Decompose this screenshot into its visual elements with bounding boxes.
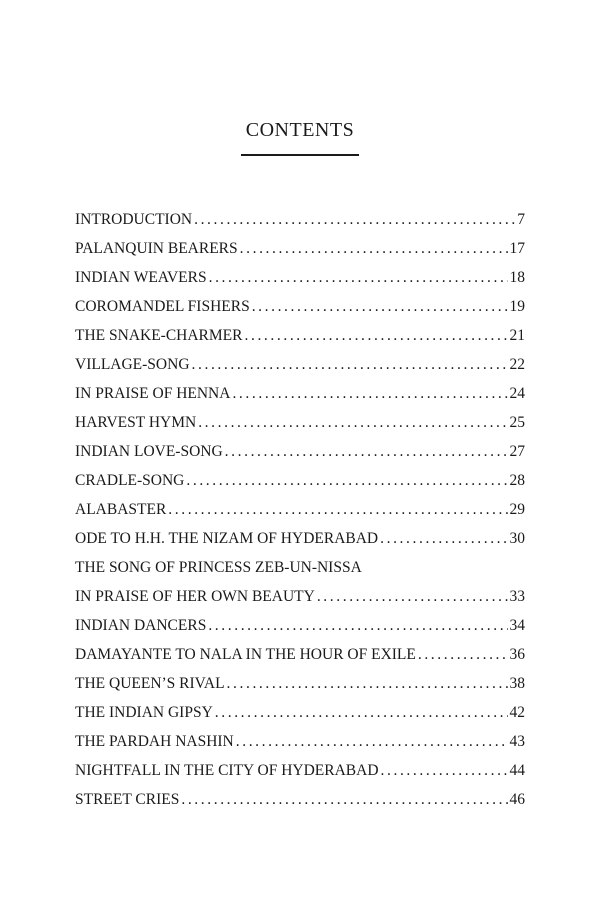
toc-entry-title: THE INDIAN GIPSY <box>75 703 213 721</box>
toc-entry <box>75 408 525 437</box>
toc-entry-page-number: 7 <box>517 210 525 228</box>
toc-entry-title: HARVEST HYMN <box>75 413 197 431</box>
dot-leader <box>215 704 508 722</box>
toc-entry <box>75 727 525 756</box>
dot-leader <box>245 327 508 345</box>
toc-entry <box>75 524 525 553</box>
toc-entry-page-number: 36 <box>509 645 525 663</box>
toc-entry-title: COROMANDEL FISHERS <box>75 297 250 315</box>
toc-entry-title: THE PARDAH NASHIN <box>75 732 234 750</box>
toc-entry <box>75 756 525 785</box>
toc-entry <box>75 234 525 263</box>
toc-entry-title: ODE TO H.H. THE NIZAM OF HYDERABAD <box>75 529 379 547</box>
toc-entry-page-number: 29 <box>509 500 525 518</box>
toc-entry-page-number: 28 <box>509 471 525 489</box>
toc-entry-title: PALANQUIN BEARERS <box>75 239 238 257</box>
toc-entry-page-number: 44 <box>509 761 525 779</box>
toc-entry-title: STREET CRIES <box>75 790 180 808</box>
toc-entry <box>75 611 525 640</box>
toc-entry-page-number: 18 <box>509 268 525 286</box>
toc-entry-page-number: 46 <box>509 790 525 808</box>
dot-leader <box>198 414 507 432</box>
toc-entry <box>75 495 525 524</box>
toc-entry <box>75 553 525 582</box>
dot-leader <box>208 617 507 635</box>
toc-entry <box>75 350 525 379</box>
dot-leader <box>240 240 508 258</box>
toc-entry-title: VILLAGE-SONG <box>75 355 190 373</box>
toc-entry <box>75 785 525 814</box>
toc-entry <box>75 321 525 350</box>
dot-leader <box>194 211 515 229</box>
toc-entry-title: THE QUEEN’S RIVAL <box>75 674 225 692</box>
toc-entry-title: IN PRAISE OF HER OWN BEAUTY <box>75 587 315 605</box>
dot-leader <box>225 443 508 461</box>
table-of-contents <box>75 205 525 814</box>
toc-entry-page-number: 34 <box>509 616 525 634</box>
title-underline <box>241 154 359 156</box>
toc-entry-title: THE SONG OF PRINCESS ZEB-UN-NISSA <box>75 558 362 576</box>
toc-entry-page-number: 17 <box>509 239 525 257</box>
toc-entry <box>75 582 525 611</box>
dot-leader <box>181 791 507 809</box>
toc-entry <box>75 640 525 669</box>
toc-entry <box>75 669 525 698</box>
toc-entry-page-number: 43 <box>509 732 525 750</box>
dot-leader <box>380 530 507 548</box>
toc-entry-title: INDIAN LOVE-SONG <box>75 442 223 460</box>
toc-entry <box>75 379 525 408</box>
dot-leader <box>232 385 507 403</box>
dot-leader <box>418 646 508 664</box>
toc-entry-title: INDIAN WEAVERS <box>75 268 207 286</box>
dot-leader <box>317 588 508 606</box>
toc-entry-page-number: 38 <box>509 674 525 692</box>
dot-leader <box>236 733 508 751</box>
dot-leader <box>227 675 508 693</box>
toc-entry-title: NIGHTFALL IN THE CITY OF HYDERABAD <box>75 761 379 779</box>
page-title: CONTENTS <box>245 119 355 141</box>
toc-entry <box>75 292 525 321</box>
toc-entry-page-number: 21 <box>509 326 525 344</box>
toc-entry <box>75 466 525 495</box>
toc-entry-title: INTRODUCTION <box>75 210 193 228</box>
toc-entry <box>75 698 525 727</box>
toc-entry-title: DAMAYANTE TO NALA IN THE HOUR OF EXILE <box>75 645 416 663</box>
toc-entry <box>75 205 525 234</box>
toc-entry-page-number: 27 <box>509 442 525 460</box>
toc-entry <box>75 263 525 292</box>
dot-leader <box>186 472 507 490</box>
toc-entry-title: CRADLE-SONG <box>75 471 185 489</box>
dot-leader <box>192 356 508 374</box>
dot-leader <box>381 762 508 780</box>
toc-entry-page-number: 30 <box>509 529 525 547</box>
toc-entry-title: ALABASTER <box>75 500 167 518</box>
dot-leader <box>168 501 507 519</box>
toc-entry-title: INDIAN DANCERS <box>75 616 207 634</box>
dot-leader <box>252 298 508 316</box>
toc-entry-page-number: 25 <box>509 413 525 431</box>
toc-entry-page-number: 42 <box>509 703 525 721</box>
toc-entry-title: IN PRAISE OF HENNA <box>75 384 231 402</box>
toc-entry-page-number: 33 <box>509 587 525 605</box>
dot-leader <box>209 269 508 287</box>
toc-entry <box>75 437 525 466</box>
toc-entry-page-number: 22 <box>509 355 525 373</box>
toc-entry-title: THE SNAKE-CHARMER <box>75 326 243 344</box>
toc-entry-page-number: 24 <box>509 384 525 402</box>
toc-entry-page-number: 19 <box>509 297 525 315</box>
